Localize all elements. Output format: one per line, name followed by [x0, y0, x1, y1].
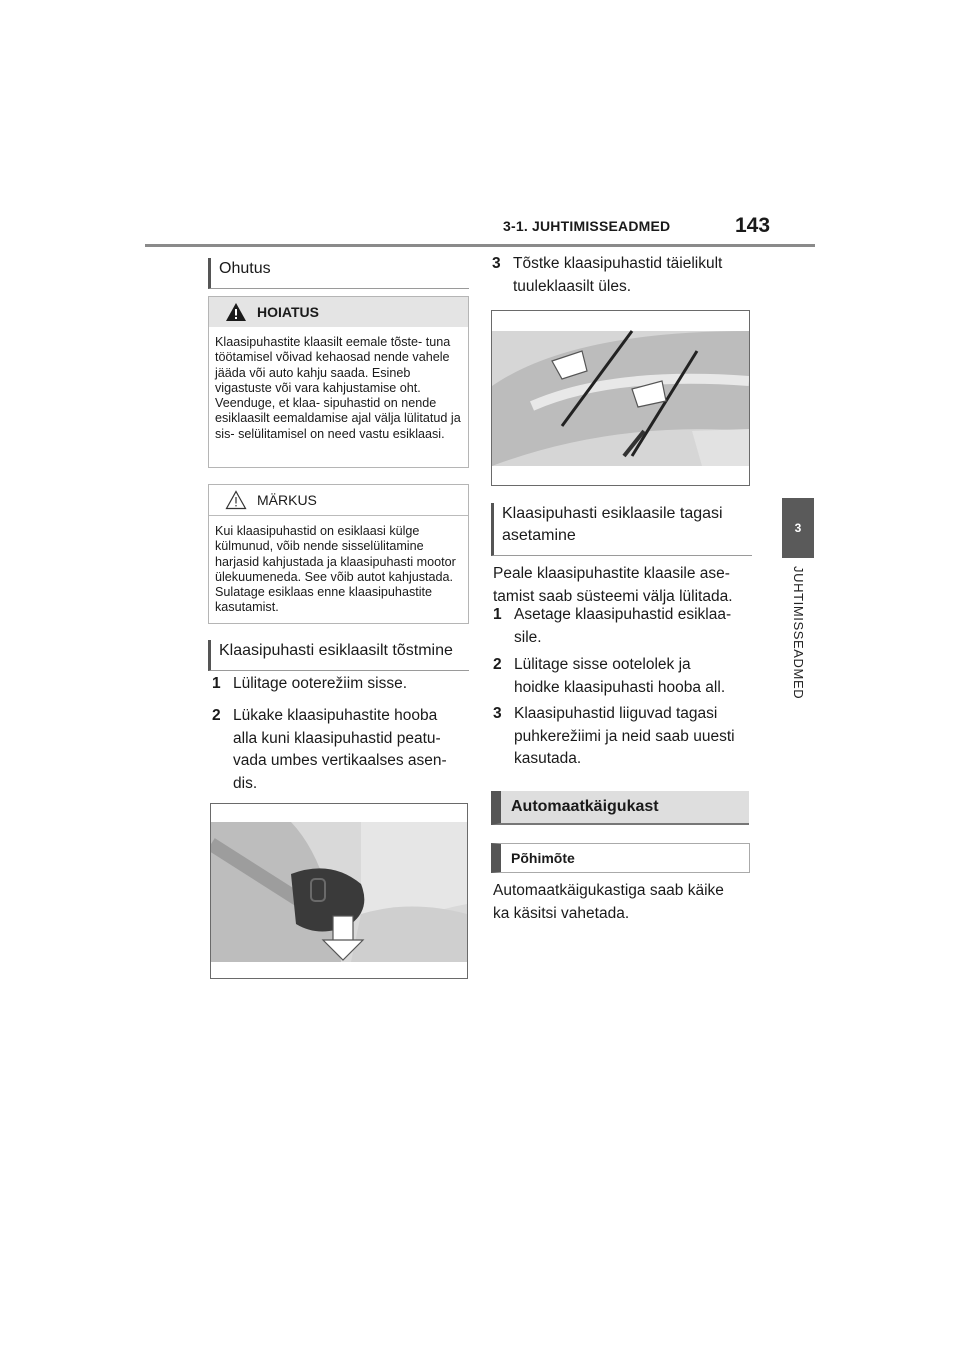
gearbox-text	[493, 880, 753, 925]
step-line: tuuleklaasilt üles.	[513, 277, 632, 295]
lift-heading	[208, 640, 469, 671]
return-intro	[493, 563, 753, 608]
step-text	[514, 604, 731, 649]
return-heading-line: asetamine	[502, 527, 576, 544]
return-heading-line: Klaasipuhasti esiklaasile tagasi	[502, 505, 723, 522]
step-number: 1	[493, 606, 502, 623]
step-line: vada umbes vertikaalses asen-	[233, 752, 447, 769]
gearbox-line: ka käsitsi vahetada.	[493, 904, 630, 922]
step-number: 1	[212, 675, 221, 692]
step-line: hoidke klaasipuhasti hooba all.	[514, 678, 726, 696]
wipers-raised-illustration	[491, 310, 750, 486]
step-text	[514, 703, 735, 771]
lift-heading-text: Klaasipuhasti esiklaasilt tõstmine	[219, 642, 453, 659]
step-text	[513, 253, 722, 298]
notice-triangle-icon	[225, 490, 247, 510]
step-line: alla kuni klaasipuhastid peatu-	[233, 729, 441, 747]
notice-box	[208, 484, 469, 624]
chapter-tab: 3	[782, 498, 814, 558]
gearbox-heading-text: Automaatkäigukast	[511, 798, 659, 815]
step-line: Tõstke klaasipuhastid täielikult	[513, 255, 723, 272]
step-number: 2	[493, 656, 502, 673]
safety-heading-text: Ohutus	[219, 260, 271, 277]
warning-title: HOIATUS	[257, 304, 319, 320]
warning-text: Klaasipuhastite klaasilt eemale tõste- tuna töötamisel võivad kehaosad nende vahele jääda või auto kahju saada. Esineb vigastuste või vara kahjustamise oht. Veenduge, et klaa- sipuhastid on nende esiklaasilt eemaldamise ajal välja lülitatud ja sis- selülitamisel on need vastu esiklaasi.	[215, 335, 461, 441]
return-heading	[491, 503, 752, 556]
step-number: 3	[493, 705, 502, 722]
right-step-2	[493, 654, 753, 702]
gearbox-heading	[491, 791, 749, 825]
page-number: 143	[735, 214, 771, 237]
wiper-lever-illustration	[210, 803, 468, 979]
gearbox-line: Automaatkäigukastiga saab käike	[493, 882, 724, 899]
section-title: 3-1. JUHTIMISSEADMED	[503, 218, 671, 234]
intro-line: Peale klaasipuhastite klaasile ase-	[493, 565, 730, 582]
right-step-3	[493, 703, 753, 773]
step-line: sile.	[514, 628, 542, 646]
lever-push-down-image	[211, 804, 467, 978]
step-line: Lülitage sisse ootelolek ja	[514, 656, 691, 673]
step-line: dis.	[233, 774, 258, 792]
intro-line: tamist saab süsteemi välja lülitada.	[493, 587, 733, 605]
step-text	[514, 654, 725, 699]
step-number: 2	[212, 707, 221, 724]
warning-triangle-icon	[225, 302, 247, 322]
step-text	[233, 705, 447, 795]
principle-heading	[491, 843, 750, 873]
safety-heading	[208, 258, 469, 289]
step-line: Lükake klaasipuhastite hooba	[233, 707, 438, 724]
step-line: Asetage klaasipuhastid esiklaa-	[514, 606, 732, 623]
notice-text: Kui klaasipuhastid on esiklaasi külge külmunud, võib nende sisselülitamine harjasid kahjustada ja klaasipuhasti mootor ülekuumeneda. See võib autot kahjustada. Sulatage esiklaas enne klaasipuhastite kasutamist.	[209, 515, 468, 626]
step-text: Lülitage ooterežiim sisse.	[233, 675, 408, 692]
step-line: puhkerežiimi ja neid saab uuesti	[514, 727, 735, 745]
step-line: kasutada.	[514, 750, 582, 767]
step-number: 3	[492, 255, 501, 272]
header-rule	[145, 244, 815, 247]
left-step-2	[212, 705, 462, 800]
right-step-1	[493, 604, 753, 652]
step-line: Klaasipuhastid liiguvad tagasi	[514, 705, 718, 722]
wipers-raised-image	[492, 311, 749, 485]
notice-header	[209, 485, 468, 515]
principle-heading-text: Põhimõte	[511, 850, 575, 866]
chapter-tab-label: JUHTIMISSEADMED	[791, 566, 806, 700]
warning-box	[208, 296, 469, 468]
right-step-3-lift	[492, 253, 752, 301]
notice-title: MÄRKUS	[257, 492, 317, 508]
warning-header	[209, 297, 468, 327]
